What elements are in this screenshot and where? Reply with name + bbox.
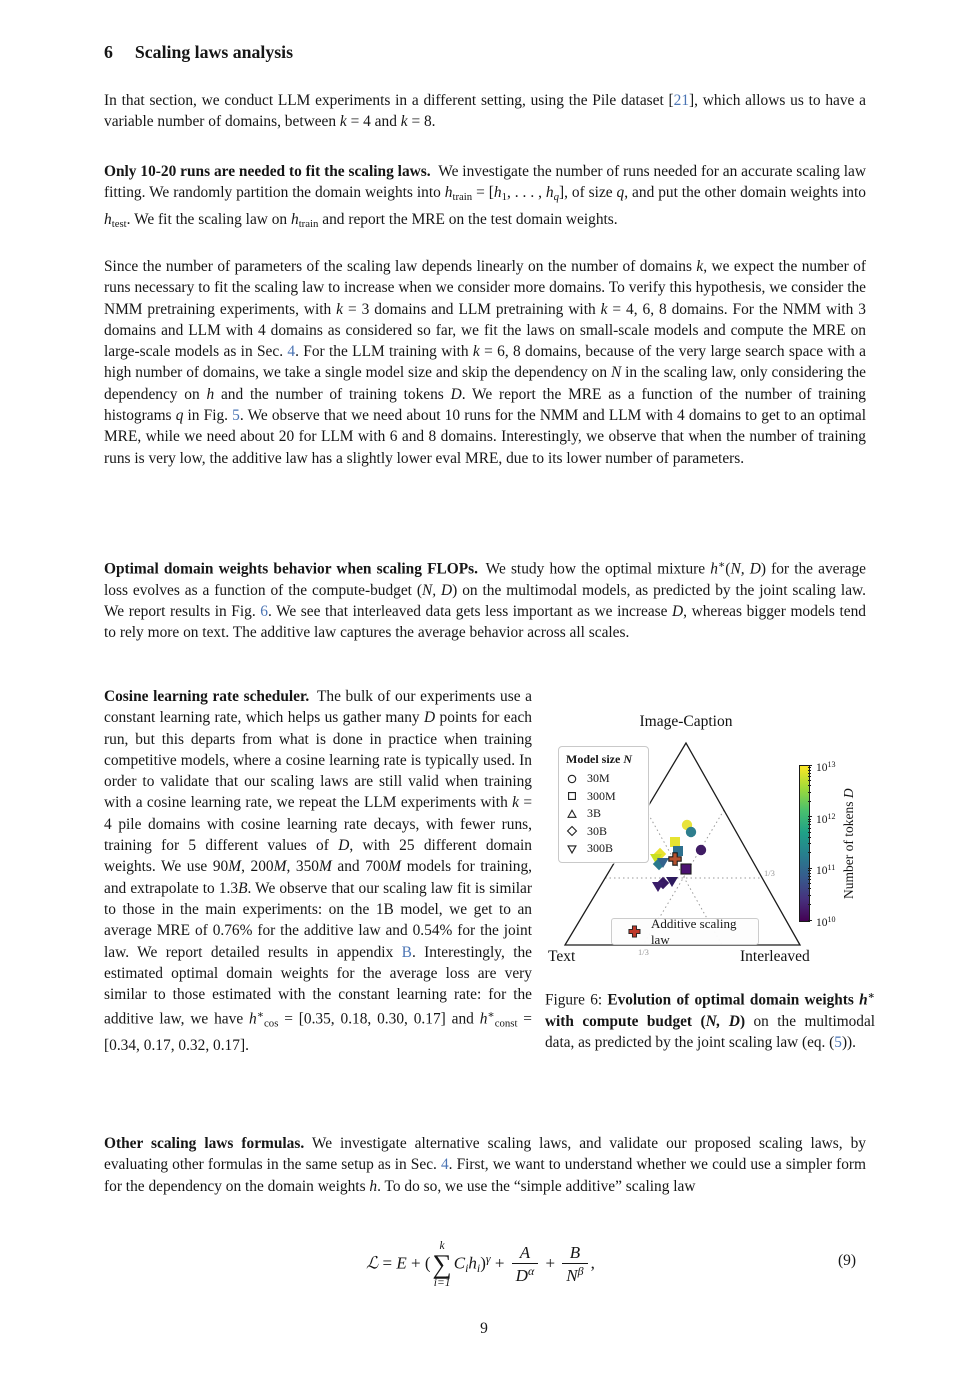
colorbar-minor-tick	[808, 837, 811, 838]
colorbar-tick	[808, 868, 812, 869]
figure-6-ternary-plot	[545, 700, 968, 982]
colorbar-minor-tick	[808, 876, 811, 877]
colorbar-minor-tick	[808, 785, 811, 786]
colorbar-tick	[808, 816, 812, 817]
ref-link[interactable]: 5	[834, 1033, 842, 1051]
vertex-label-text: Text	[548, 948, 576, 965]
paragraph-intro: In that section, we conduct LLM experiments in a different setting, using the Pile dataset [21], which allows us to have a variable number of domains, between k = 4 and k = 8.	[104, 92, 866, 131]
colorbar-minor-tick	[808, 819, 811, 820]
scatter-points-layer	[650, 820, 706, 892]
legend-item-300M: 300M	[566, 788, 644, 806]
colorbar-minor-tick	[808, 888, 811, 889]
equation-9	[366, 1234, 595, 1294]
colorbar-minor-tick	[808, 824, 811, 825]
paragraph-other-formulas: Other scaling laws formulas. We investigate alternative scaling laws, and validate our proposed scaling laws, by evaluating other formulas in the same setup as in Sec. 4. First, we want to understand whether we could use a simpler form for the dependency on the domain weights h. To do so, we use the “simple additive” scaling law	[104, 1135, 867, 1195]
triangle-down-marker-icon	[566, 843, 578, 855]
equation-number: (9)	[838, 1252, 857, 1269]
ref-link[interactable]: 21	[673, 92, 690, 109]
legend-title: Model size N	[566, 752, 632, 766]
colorbar-tick-label: $10^{10}$	[816, 915, 836, 930]
plus-marker-icon	[628, 925, 641, 938]
figure-6-caption: Figure 6: Evolution of optimal domain weights h∗ with compute budget (N, D) on the multimodal data, as predicted by the joint scaling law (eq. (5)).	[545, 990, 875, 1051]
colorbar-minor-tick	[808, 821, 811, 822]
paragraph-runs-needed: Only 10-20 runs are needed to fit the scaling laws. We investigate the number of runs needed for an accurate scaling law fitting. We randomly partition the domain weights into $h_{train} = [h_1$, . . . , $h_q$], of size q, and put the other domain weights into $h_{test}$. We fit the scaling law on $h_{train}$ and report the MRE on the test domain weights.	[104, 163, 867, 231]
colorbar-minor-tick	[808, 904, 811, 905]
colorbar-minor-tick	[808, 873, 811, 874]
vertex-label-image-caption: Image-Caption	[639, 713, 733, 730]
section-number: 6	[104, 42, 113, 62]
scatter-point-square	[681, 864, 691, 874]
vertex-label-interleaved: Interleaved	[740, 948, 810, 965]
circle-marker-icon	[566, 773, 578, 785]
section-heading	[104, 42, 293, 63]
colorbar-minor-tick	[808, 832, 811, 833]
legend-item-3B: 3B	[566, 805, 644, 823]
colorbar-minor-tick	[808, 843, 811, 844]
ref-link[interactable]: 5	[232, 407, 240, 425]
colorbar-minor-tick	[808, 801, 811, 802]
ref-link[interactable]: B	[401, 943, 412, 961]
section-title: Scaling laws analysis	[134, 42, 293, 62]
colorbar-minor-tick	[808, 879, 811, 880]
colorbar-minor-tick	[808, 792, 811, 793]
grid-tick-label: 1/3	[638, 947, 649, 957]
legend-item-300B: 300B	[566, 840, 644, 858]
colorbar-minor-tick	[808, 852, 811, 853]
scatter-point-square	[670, 837, 680, 847]
paragraph-cosine-lr: Cosine learning rate scheduler. The bulk of our experiments use a constant learning rate, which helps us gather many D points for each run, but this departs from what is done in practice when training competitive models, where a cosine learning rate is typically used. In order to validate that our scaling laws are still valid when training with a cosine learning rate, we repeat the LLM experiments with k = 4 pile domains with cosine learning rate decays, with fewer runs, training for 5 different values of D, with 25 different domain weights. We use 90M, 200M, 350M and 700M models for training, and extrapolate to 1.3B. We observe that our scaling law fit is similar to those in the main experiments: on the 1B model, we get to an average MRE of 0.76% for the additive law and 0.54% for the joint law. We report detailed results in appendix B. Interestingly, the estimated optimal domain weights for the average loss are very similar to those estimated with the constant learning rate: for the additive law, we have $h^∗_{cos} = [0.35$, 0.18, 0.30, 0.17] and $h^∗_{const} = [0.34$, 0.17, 0.32, 0.17].	[104, 688, 533, 1055]
scatter-point-circle	[686, 827, 696, 837]
colorbar-tick-label: $10^{13}$	[816, 760, 836, 775]
model-size-legend	[558, 746, 649, 863]
colorbar-minor-tick	[808, 870, 811, 871]
colorbar-axis-label: Number of tokens D	[841, 788, 856, 900]
colorbar-minor-tick	[808, 780, 811, 781]
colorbar-minor-tick	[808, 767, 811, 768]
grid-tick-label: 1/3	[764, 868, 775, 878]
paragraph-optimal-weights: Optimal domain weights behavior when scaling FLOPs. We study how the optimal mixture h∗(N, D) for the average loss evolves as a function of the compute-budget (N, D) on the multimodal models, as predicted by the joint scaling law. We report results in Fig. 6. We see that interleaved data gets less important as we increase D, whereas bigger models tend to rely more on text. The additive law captures the average behavior across all scales.	[104, 559, 866, 642]
colorbar-minor-tick	[808, 828, 811, 829]
triangle-up-marker-icon	[566, 808, 578, 820]
ref-link[interactable]: 4	[287, 343, 296, 361]
equation-body: ℒ = E + ( k ∑ i=1 $C_ih_i)^\gamma$ + $\frac{A}{D^\alpha}$ + $\frac{B}{N^\beta}$ ,	[366, 1239, 595, 1289]
colorbar-tick	[808, 920, 812, 921]
ref-link[interactable]: 6	[260, 602, 268, 620]
page-number: 9	[480, 1320, 488, 1337]
additive-scaling-law-legend	[611, 915, 759, 947]
colorbar-minor-tick	[808, 773, 811, 774]
legend-item-30B: 30B	[566, 823, 644, 841]
diamond-marker-icon	[566, 825, 578, 837]
ref-link[interactable]: 4	[440, 1156, 449, 1174]
scatter-point-circle	[696, 845, 706, 855]
additive-legend-label: Additive scaling law	[650, 915, 737, 947]
colorbar-minor-tick	[808, 776, 811, 777]
colorbar-tick-label: $10^{11}$	[816, 863, 836, 878]
colorbar-tick-label: $10^{12}$	[816, 811, 836, 826]
square-marker-icon	[566, 790, 578, 802]
colorbar-tick	[808, 765, 812, 766]
colorbar-minor-tick	[808, 770, 811, 771]
paragraph-num-domains: Since the number of parameters of the scaling law depends linearly on the number of domains k, we expect the number of runs necessary to fit the scaling law to increase when we consider more domains. To verify this hypothesis, we consider the NMM pretraining experiments, with k = 3 domains and LLM pretraining with k = 4, 6, 8 domains. For the NMM with 3 domains and LLM with 4 domains as considered so far, we fit the laws on small-scale models and compute the MRE on large-scale models as in Sec. 4. For the LLM training with k = 6, 8 domains, because of the very large search space with a high number of domains, we take a single model size and skip the dependency on N in the scaling law, only considering the dependency on h and the number of training tokens D. We report the MRE as a function of the number of training histograms q in Fig. 5. We observe that we need about 10 runs for the NMM and LLM with 4 domains to get to an optimal MRE, while we need about 20 for LLM with 6 and 8 domains. Interestingly, we observe that when the number of training runs is very low, the additive law has a slightly lower eval MRE, due to its lower number of parameters.	[104, 258, 866, 467]
colorbar-minor-tick	[808, 883, 811, 884]
colorbar-minor-tick	[808, 895, 811, 896]
legend-item-30M: 30M	[566, 770, 644, 788]
